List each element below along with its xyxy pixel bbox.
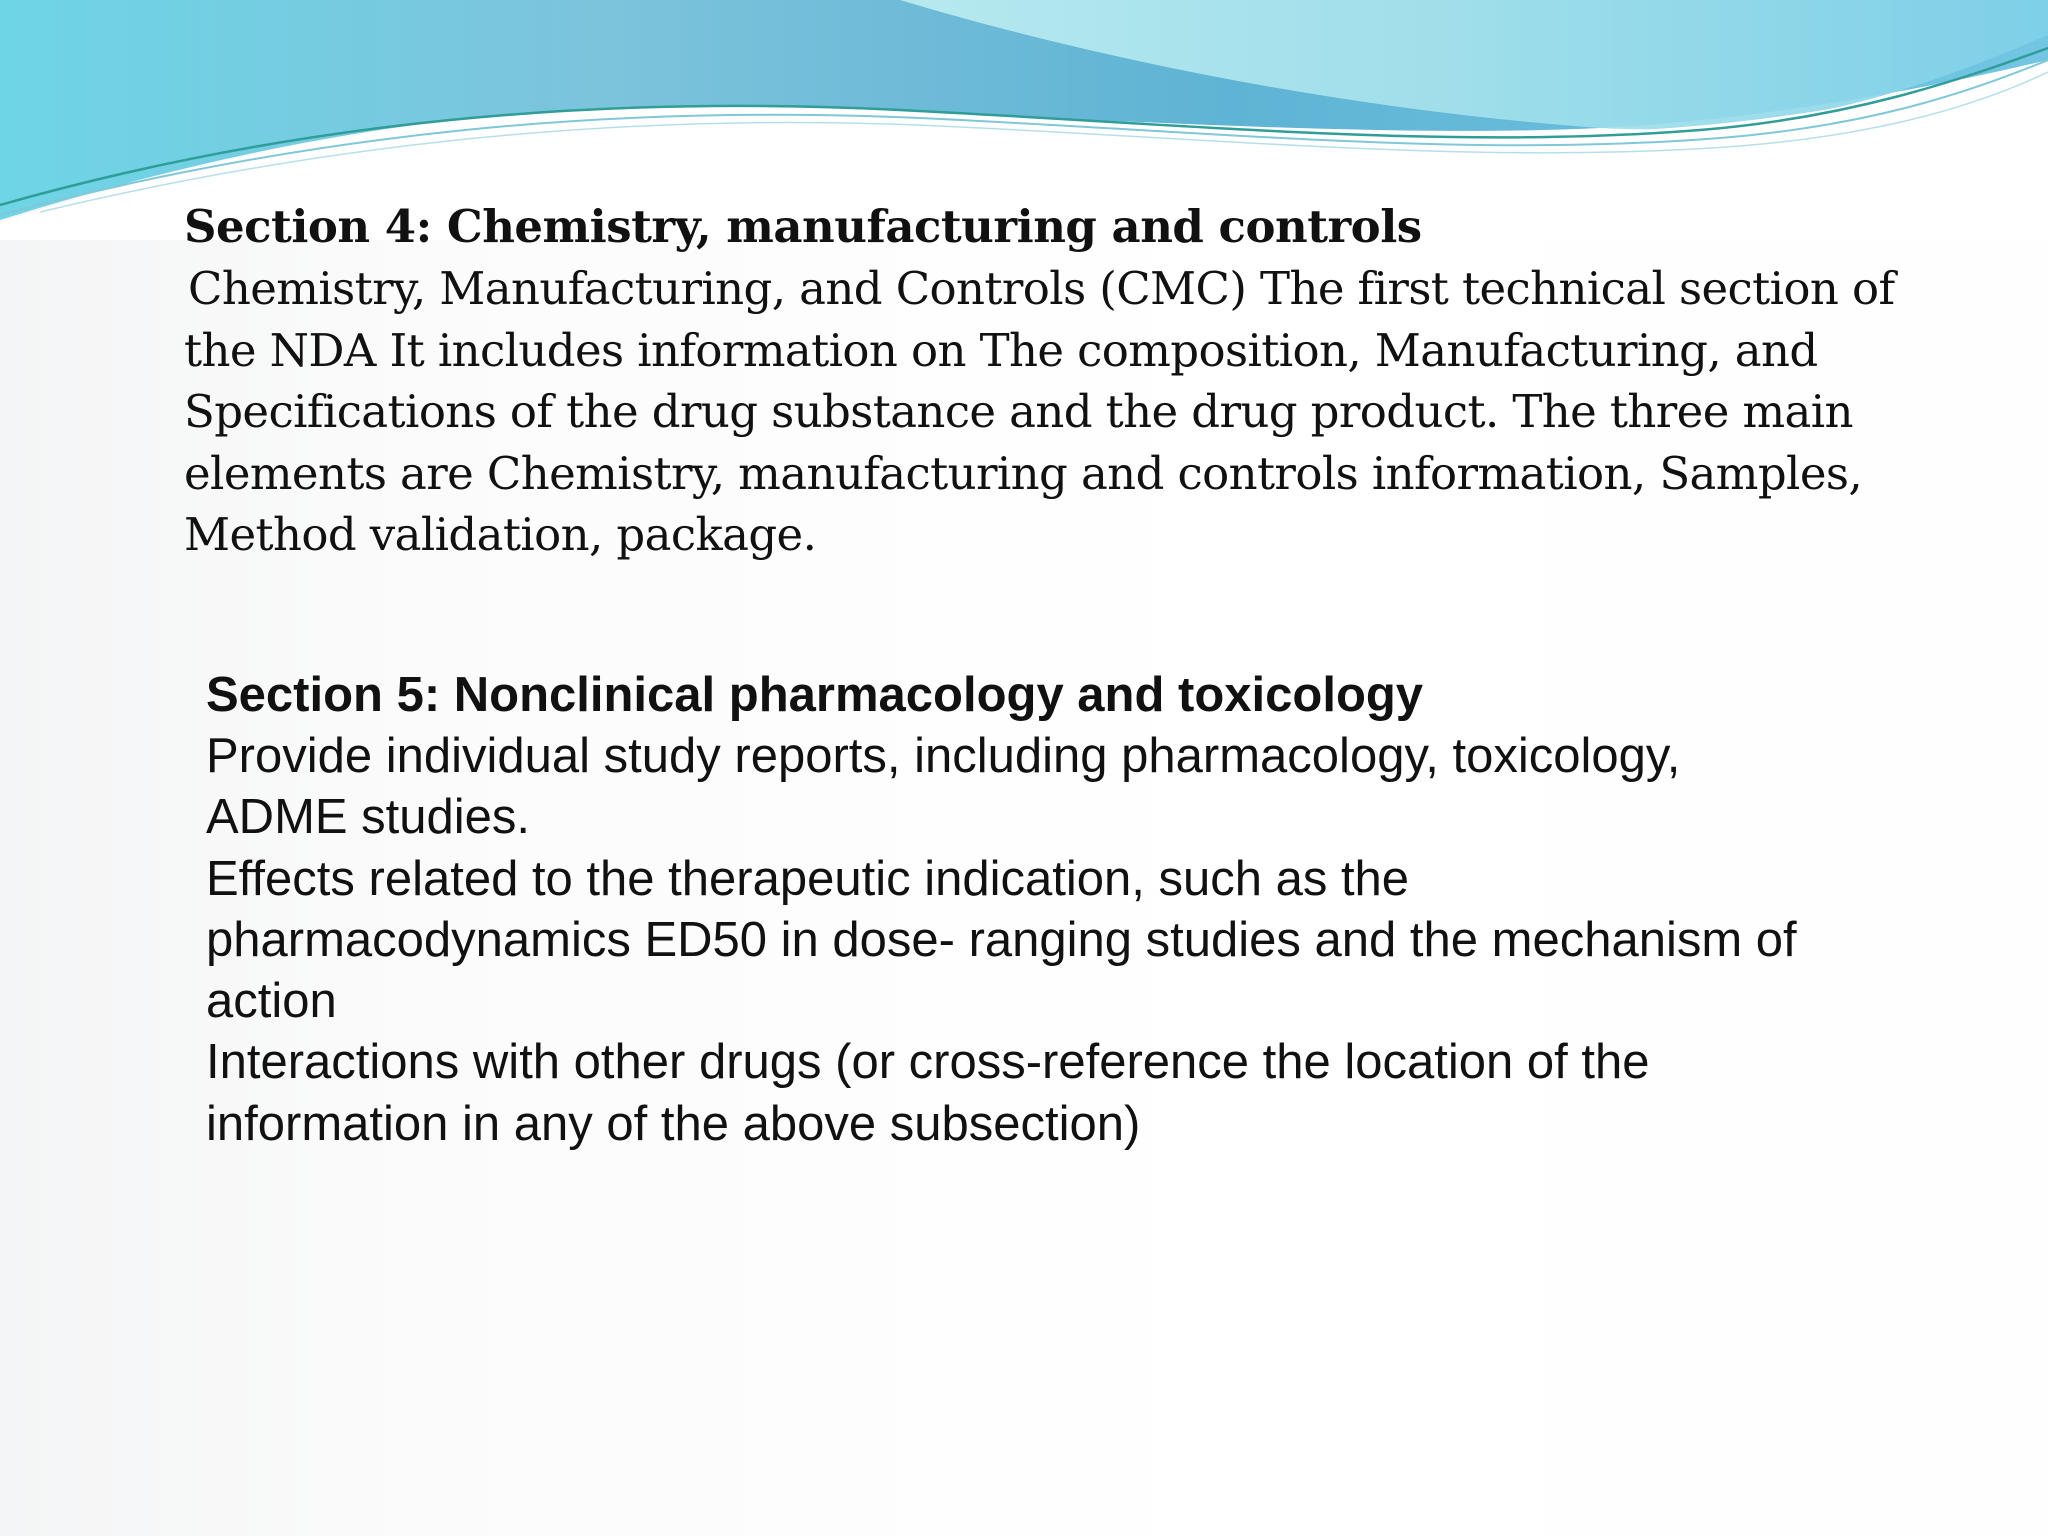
section-4-block <box>184 196 1904 566</box>
section-4-title: Section 4: Chemistry, manufacturing and controls <box>184 200 1422 253</box>
section-5-block <box>206 664 1806 1155</box>
section-5-paragraph: Effects related to the therapeutic indication, such as the pharmacodynamics ED50 in dose- ranging studies and the mechanism of action <box>206 851 1797 1029</box>
section-5-paragraph: Provide individual study reports, including pharmacology, toxicology, ADME studies. <box>206 729 1681 845</box>
section-5-paragraph: Interactions with other drugs (or cross-reference the location of the information in any of the above subsection) <box>206 1035 1650 1151</box>
section-5-title: Section 5: Nonclinical pharmacology and toxicology <box>206 668 1424 722</box>
section-4-body: Chemistry, Manufacturing, and Controls (CMC) The first technical section of the NDA It includes information on The composition, Manufacturing, and Specifications of the drug substance and the drug product. The three main elements are Chemistry, manufacturing and controls information, Samples, Method validation, package. <box>184 262 1895 561</box>
